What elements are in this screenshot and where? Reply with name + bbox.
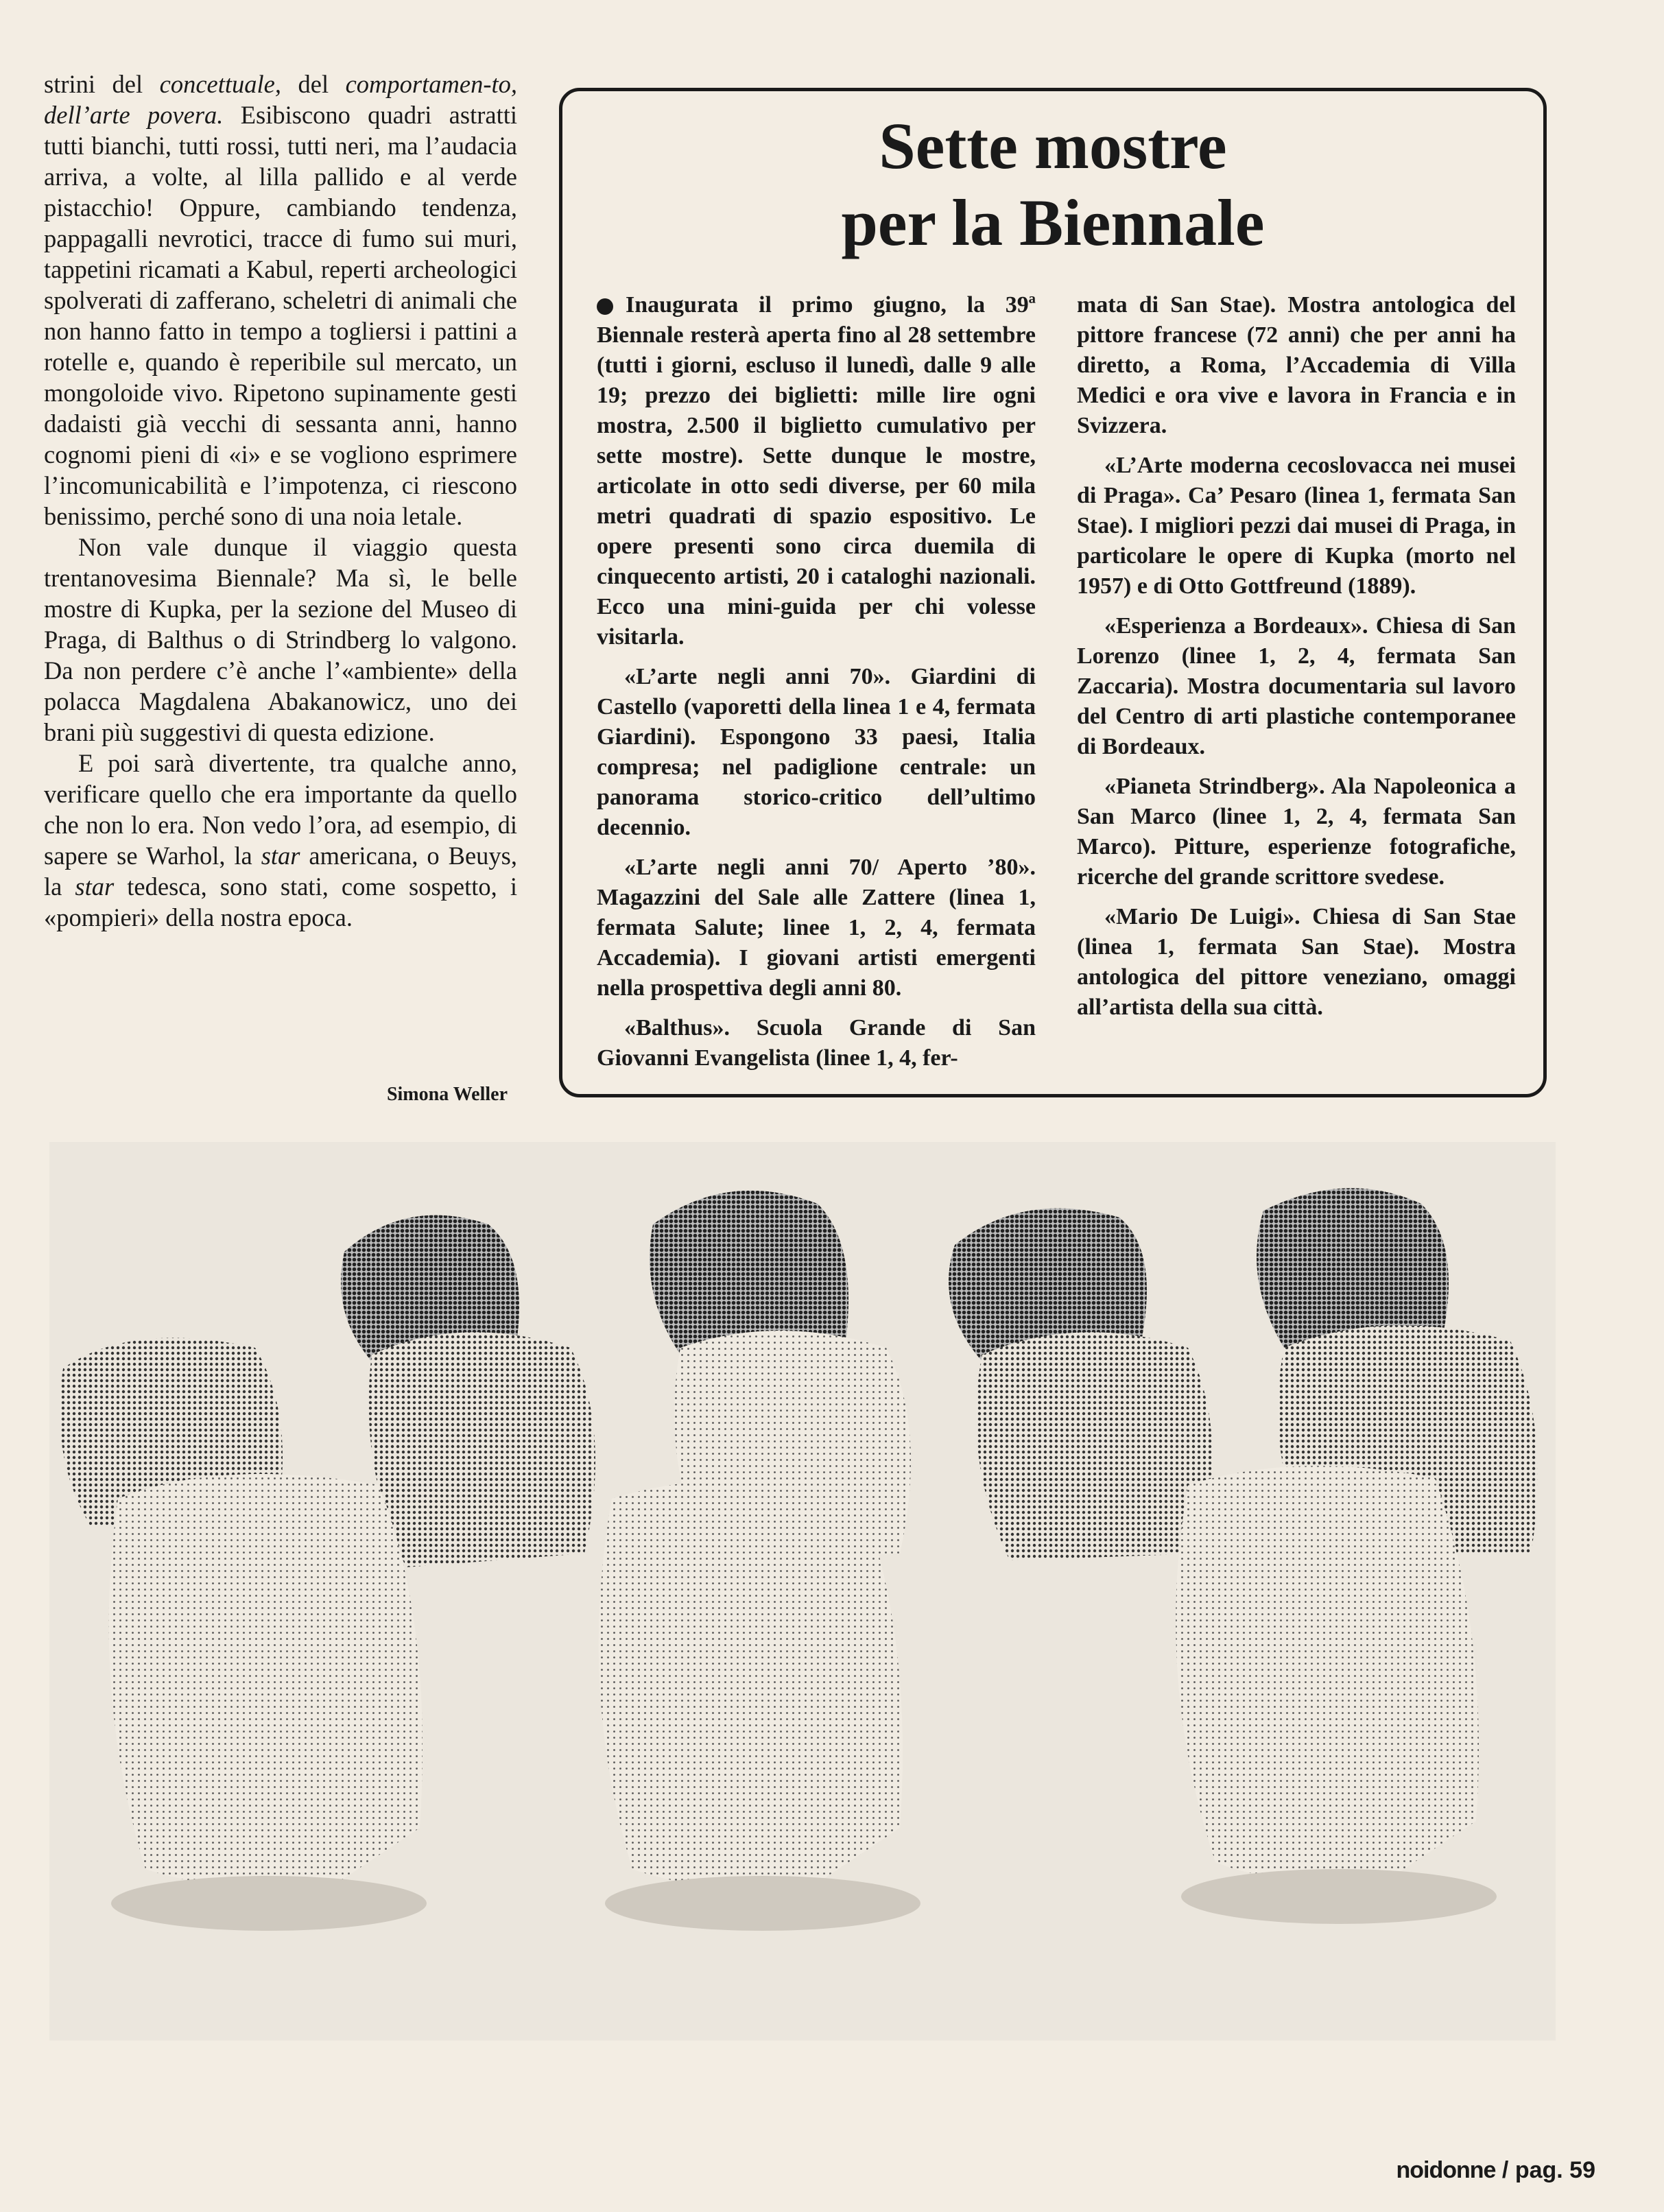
page-footer bbox=[1396, 2157, 1596, 2184]
box-para: «Pianeta Strindberg». Ala Napoleonica a San Marco (linee 1, 2, 4, fermata San Marco). Pitture, esperienze fotografiche, ricerche del grande scrittore svedese. bbox=[1077, 774, 1516, 890]
box-para: «L’arte negli anni 70/ Aperto ’80». Magazzini del Sale alle Zattere (linea 1, fermata Salute; linee 1, 2, 4, fermata Accademia). I giovani artisti emergenti nella prospettiva degli anni 80. bbox=[597, 855, 1036, 1001]
sculpture-photo-image bbox=[49, 1142, 1556, 2041]
byline: Simona Weller bbox=[386, 1084, 508, 1105]
sculpture-photo bbox=[49, 1142, 1556, 2041]
bullet-icon bbox=[597, 298, 613, 315]
box-column-1 bbox=[597, 290, 1036, 1083]
box-para: «Esperienza a Bordeaux». Chiesa di San Lorenzo (linee 1, 2, 4, fermata San Zaccaria). Mostra documentaria sul lavoro del Centro di arti plastiche contemporanee di Bordeaux. bbox=[1077, 613, 1516, 759]
box-para: «L’Arte moderna cecoslovacca nei musei di Praga». Ca’ Pesaro (linea 1, fermata San Stae). I migliori pezzi dai musei di Praga, in particolare le opere di Kupka (morto nel 1957) e di Otto Gottfreund (1889). bbox=[1077, 453, 1516, 599]
box-para: «Balthus». Scuola Grande di San Giovanni Evangelista (linee 1, 4, fer- bbox=[597, 1015, 1036, 1071]
left-paragraph-2: Non vale dunque il viaggio questa trentanovesima Biennale? Ma sì, le belle mostre di Kupka, per la sezione del Museo di Praga, di Balthus o di Strindberg lo valgono. Da non perdere c’è anche l’«ambiente» della polacca Magdalena Abakanowicz, uno dei brani più suggestivi di questa edizione. bbox=[44, 533, 517, 746]
box-title: Sette mostre per la Biennale bbox=[841, 109, 1265, 259]
footer-separator: / bbox=[1501, 2157, 1509, 2183]
box-columns bbox=[597, 290, 1516, 1083]
magazine-name: noidonne bbox=[1396, 2157, 1496, 2183]
box-column-2 bbox=[1077, 290, 1516, 1083]
box-para: «Mario De Luigi». Chiesa di San Stae (linea 1, fermata San Stae). Mostra antologica del pittore veneziano, omaggi all’artista della sua città. bbox=[1077, 904, 1516, 1020]
box-para: Inaugurata il primo giugno, la 39ª Biennale resterà aperta fino al 28 settembre (tutti i giorni, escluso il lunedì, dalle 9 alle 19; prezzo dei biglietti: mille lire ogni mostra, 2.500 il biglietto cumulativo per sette mostre). Sette dunque le mostre, articolate in otto sedi diverse, per 60 mila metri quadrati di spazio espositivo. Le opere presenti sono circa duemila di cinquecento artisti, 20 i cataloghi nazionali. Ecco una mini-guida per chi volesse visitarla. bbox=[597, 292, 1036, 650]
box-para: «L’arte negli anni 70». Giardini di Castello (vaporetti della linea 1 e 4, fermata Giardini). Espongono 33 paesi, Italia compresa; nel padiglione centrale: un panorama storico-critico dell’ultimo decennio. bbox=[597, 664, 1036, 840]
left-paragraph-3: E poi sarà divertente, tra qualche anno, verificare quello che era importante da quello che non lo era. Non vedo l’ora, ad esempio, di sapere se Warhol, la star americana, o Beuys, la star tedesca, sono stati, come sospetto, i «pompieri» della nostra epoca. bbox=[44, 749, 517, 931]
page-number: pag. 59 bbox=[1514, 2157, 1595, 2183]
article-left-column bbox=[44, 69, 517, 933]
left-paragraph-1: strini del concettuale, del comportamen-to, dell’arte povera. Esibiscono quadri astratti tutti bianchi, tutti rossi, tutti neri, ma l’audacia arriva, a volte, al lilla pallido e al verde pistacchio! Oppure, cambiando tendenza, pappagalli nevrotici, tracce di fumo sui muri, tappetini ricamati a Kabul, reperti archeologici spolverati di zafferano, scheletri di animali che non hanno fatto in tempo a togliersi i pattini a rotelle e, quando è reperibile sul mercato, un mongoloide vivo. Ripetono supinamente gesti dadaisti già vecchi di sessanta anni, hanno cognomi pieni di «i» e se vogliono esprimere l’incomunicabilità e l’impotenza, ci riescono benissimo, perché sono di una noia letale. bbox=[44, 70, 517, 530]
sidebar-box bbox=[559, 88, 1547, 1097]
box-para: mata di San Stae). Mostra antologica del pittore francese (72 anni) che per anni ha diretto, a Roma, l’Accademia di Villa Medici e ora vive e lavora in Francia e in Svizzera. bbox=[1077, 292, 1516, 438]
